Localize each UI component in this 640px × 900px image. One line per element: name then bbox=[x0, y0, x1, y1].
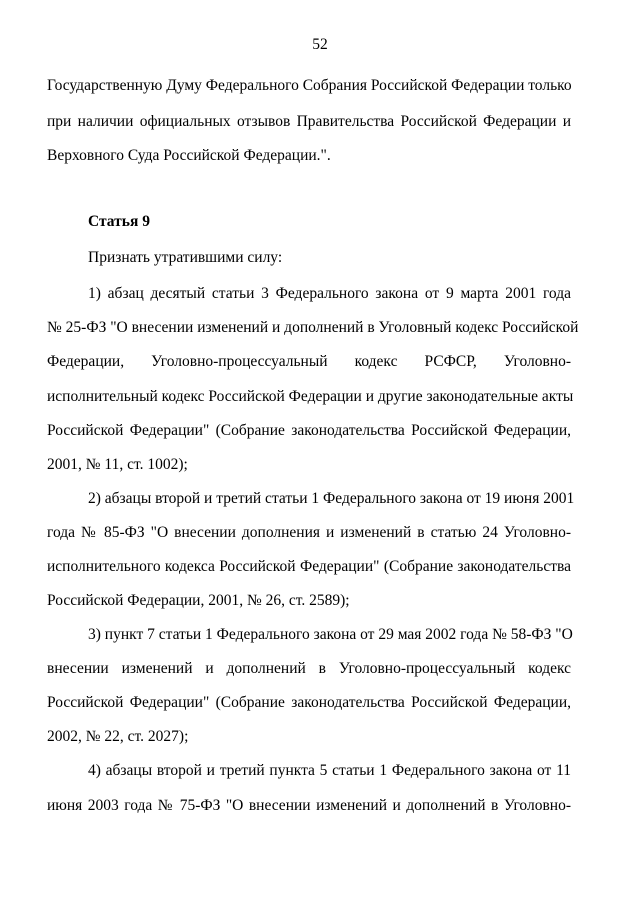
text-line: Верховного Суда Российской Федерации.". bbox=[47, 147, 331, 164]
text-line: Российской Федерации, 2001, № 26, ст. 2589); bbox=[47, 592, 350, 609]
text-line: исполнительного кодекса Российской Федерации" (Собрание законодательства bbox=[47, 558, 571, 575]
text-line: Признать утратившими силу: bbox=[88, 249, 283, 266]
text-line: июня 2003 года № 75-ФЗ "О внесении изменений и дополнений в Уголовно- bbox=[47, 797, 571, 814]
list-item: 2) абзацы второй и третий статьи 1 Федерального закона от 19 июня 2001 bbox=[88, 490, 575, 507]
list-item: 4) абзацы второй и третий пункта 5 статьи 1 Федерального закона от 11 bbox=[88, 762, 571, 779]
text-line: Российской Федерации" (Собрание законодательства Российской Федерации, bbox=[47, 422, 571, 439]
article-heading: Статья 9 bbox=[88, 213, 150, 230]
text-line: Федерации, Уголовно-процессуальный кодекс РСФСР, Уголовно- bbox=[47, 353, 571, 370]
text-line: Государственную Думу Федерального Собрания Российской Федерации только bbox=[47, 77, 572, 94]
list-item: 1) абзац десятый статьи 3 Федерального закона от 9 марта 2001 года bbox=[88, 285, 571, 302]
text-line: 2002, № 22, ст. 2027); bbox=[47, 728, 189, 745]
text-line: исполнительный кодекс Российской Федерации и другие законодательные акты bbox=[47, 388, 574, 405]
text-line: года № 85-ФЗ "О внесении дополнения и изменений в статью 24 Уголовно- bbox=[47, 524, 571, 541]
text-line: Российской Федерации" (Собрание законодательства Российской Федерации, bbox=[47, 694, 571, 711]
text-line: при наличии официальных отзывов Правительства Российской Федерации и bbox=[47, 113, 571, 130]
text-line: 2001, № 11, ст. 1002); bbox=[47, 456, 188, 473]
page-number: 52 bbox=[312, 36, 328, 53]
list-item: 3) пункт 7 статьи 1 Федерального закона от 29 мая 2002 года № 58-ФЗ "О bbox=[88, 626, 573, 643]
text-line: № 25-ФЗ "О внесении изменений и дополнений в Уголовный кодекс Российской bbox=[47, 319, 579, 336]
text-line: внесении изменений и дополнений в Уголовно-процессуальный кодекс bbox=[47, 660, 571, 677]
